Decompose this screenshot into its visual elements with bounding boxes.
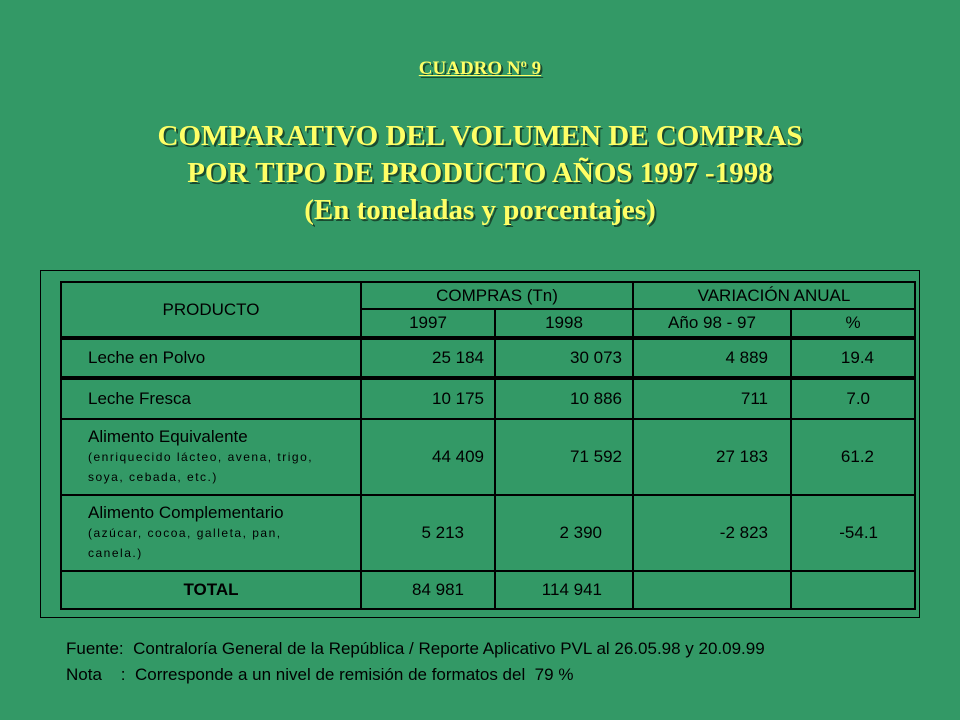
- header-compras: COMPRAS (Tn): [360, 281, 634, 310]
- table-cell-1998: 10 886: [494, 378, 634, 420]
- subheader-1998: 1998: [494, 308, 634, 338]
- subheader-pct: %: [790, 308, 916, 338]
- product-detail: canela.): [88, 546, 143, 560]
- product-detail: (azúcar, cocoa, galleta, pan,: [88, 526, 282, 540]
- table-row-product: [60, 494, 362, 572]
- total-pct-empty: [790, 570, 916, 610]
- table-cell-1997: 10 175: [360, 378, 496, 420]
- product-name: Alimento Equivalente: [88, 427, 248, 446]
- product-detail: soya, cebada, etc.): [88, 470, 218, 484]
- subheader-1997: 1997: [360, 308, 496, 338]
- footnote: Nota : Corresponde a un nivel de remisión de formatos del 79 %: [66, 665, 574, 684]
- title-line-3: (En toneladas y porcentajes): [304, 194, 656, 226]
- total-1997: 84 981: [360, 570, 496, 610]
- total-label: TOTAL: [60, 570, 362, 610]
- subheader-anio: Año 98 - 97: [632, 308, 792, 338]
- total-diff-empty: [632, 570, 792, 610]
- table-row-product: Leche Fresca: [60, 378, 362, 420]
- table-cell-pct: 19.4: [790, 338, 916, 378]
- title-line-2: POR TIPO DE PRODUCTO AÑOS 1997 -1998: [187, 157, 773, 189]
- table-cell-diff: 4 889: [632, 338, 792, 378]
- header-producto: PRODUCTO: [60, 281, 362, 338]
- product-detail: (enriquecido lácteo, avena, trigo,: [88, 450, 314, 464]
- table-cell-pct: 61.2: [790, 418, 916, 496]
- table-cell-1997: 44 409: [360, 418, 496, 496]
- table-cell-pct: 7.0: [790, 378, 916, 420]
- title-line-1: COMPARATIVO DEL VOLUMEN DE COMPRAS: [157, 120, 803, 152]
- table-cell-pct: -54.1: [790, 494, 916, 572]
- product-name: Alimento Complementario: [88, 503, 284, 522]
- table-cell-diff: 711: [632, 378, 792, 420]
- page-title: [0, 118, 960, 229]
- source-note: Fuente: Contraloría General de la República / Reporte Aplicativo PVL al 26.05.98 y 20.09.99: [66, 639, 765, 658]
- table-cell-1997: 5 213: [360, 494, 496, 572]
- table-cell-1997: 25 184: [360, 338, 496, 378]
- table-number: CUADRO Nº 9: [418, 58, 542, 79]
- table-row-product: [60, 418, 362, 496]
- header-variacion: VARIACIÓN ANUAL: [632, 281, 916, 310]
- table-cell-diff: 27 183: [632, 418, 792, 496]
- table-row-product: Leche en Polvo: [60, 338, 362, 378]
- table-cell-1998: 30 073: [494, 338, 634, 378]
- table-cell-diff: -2 823: [632, 494, 792, 572]
- total-1998: 114 941: [494, 570, 634, 610]
- table-cell-1998: 2 390: [494, 494, 634, 572]
- table-cell-1998: 71 592: [494, 418, 634, 496]
